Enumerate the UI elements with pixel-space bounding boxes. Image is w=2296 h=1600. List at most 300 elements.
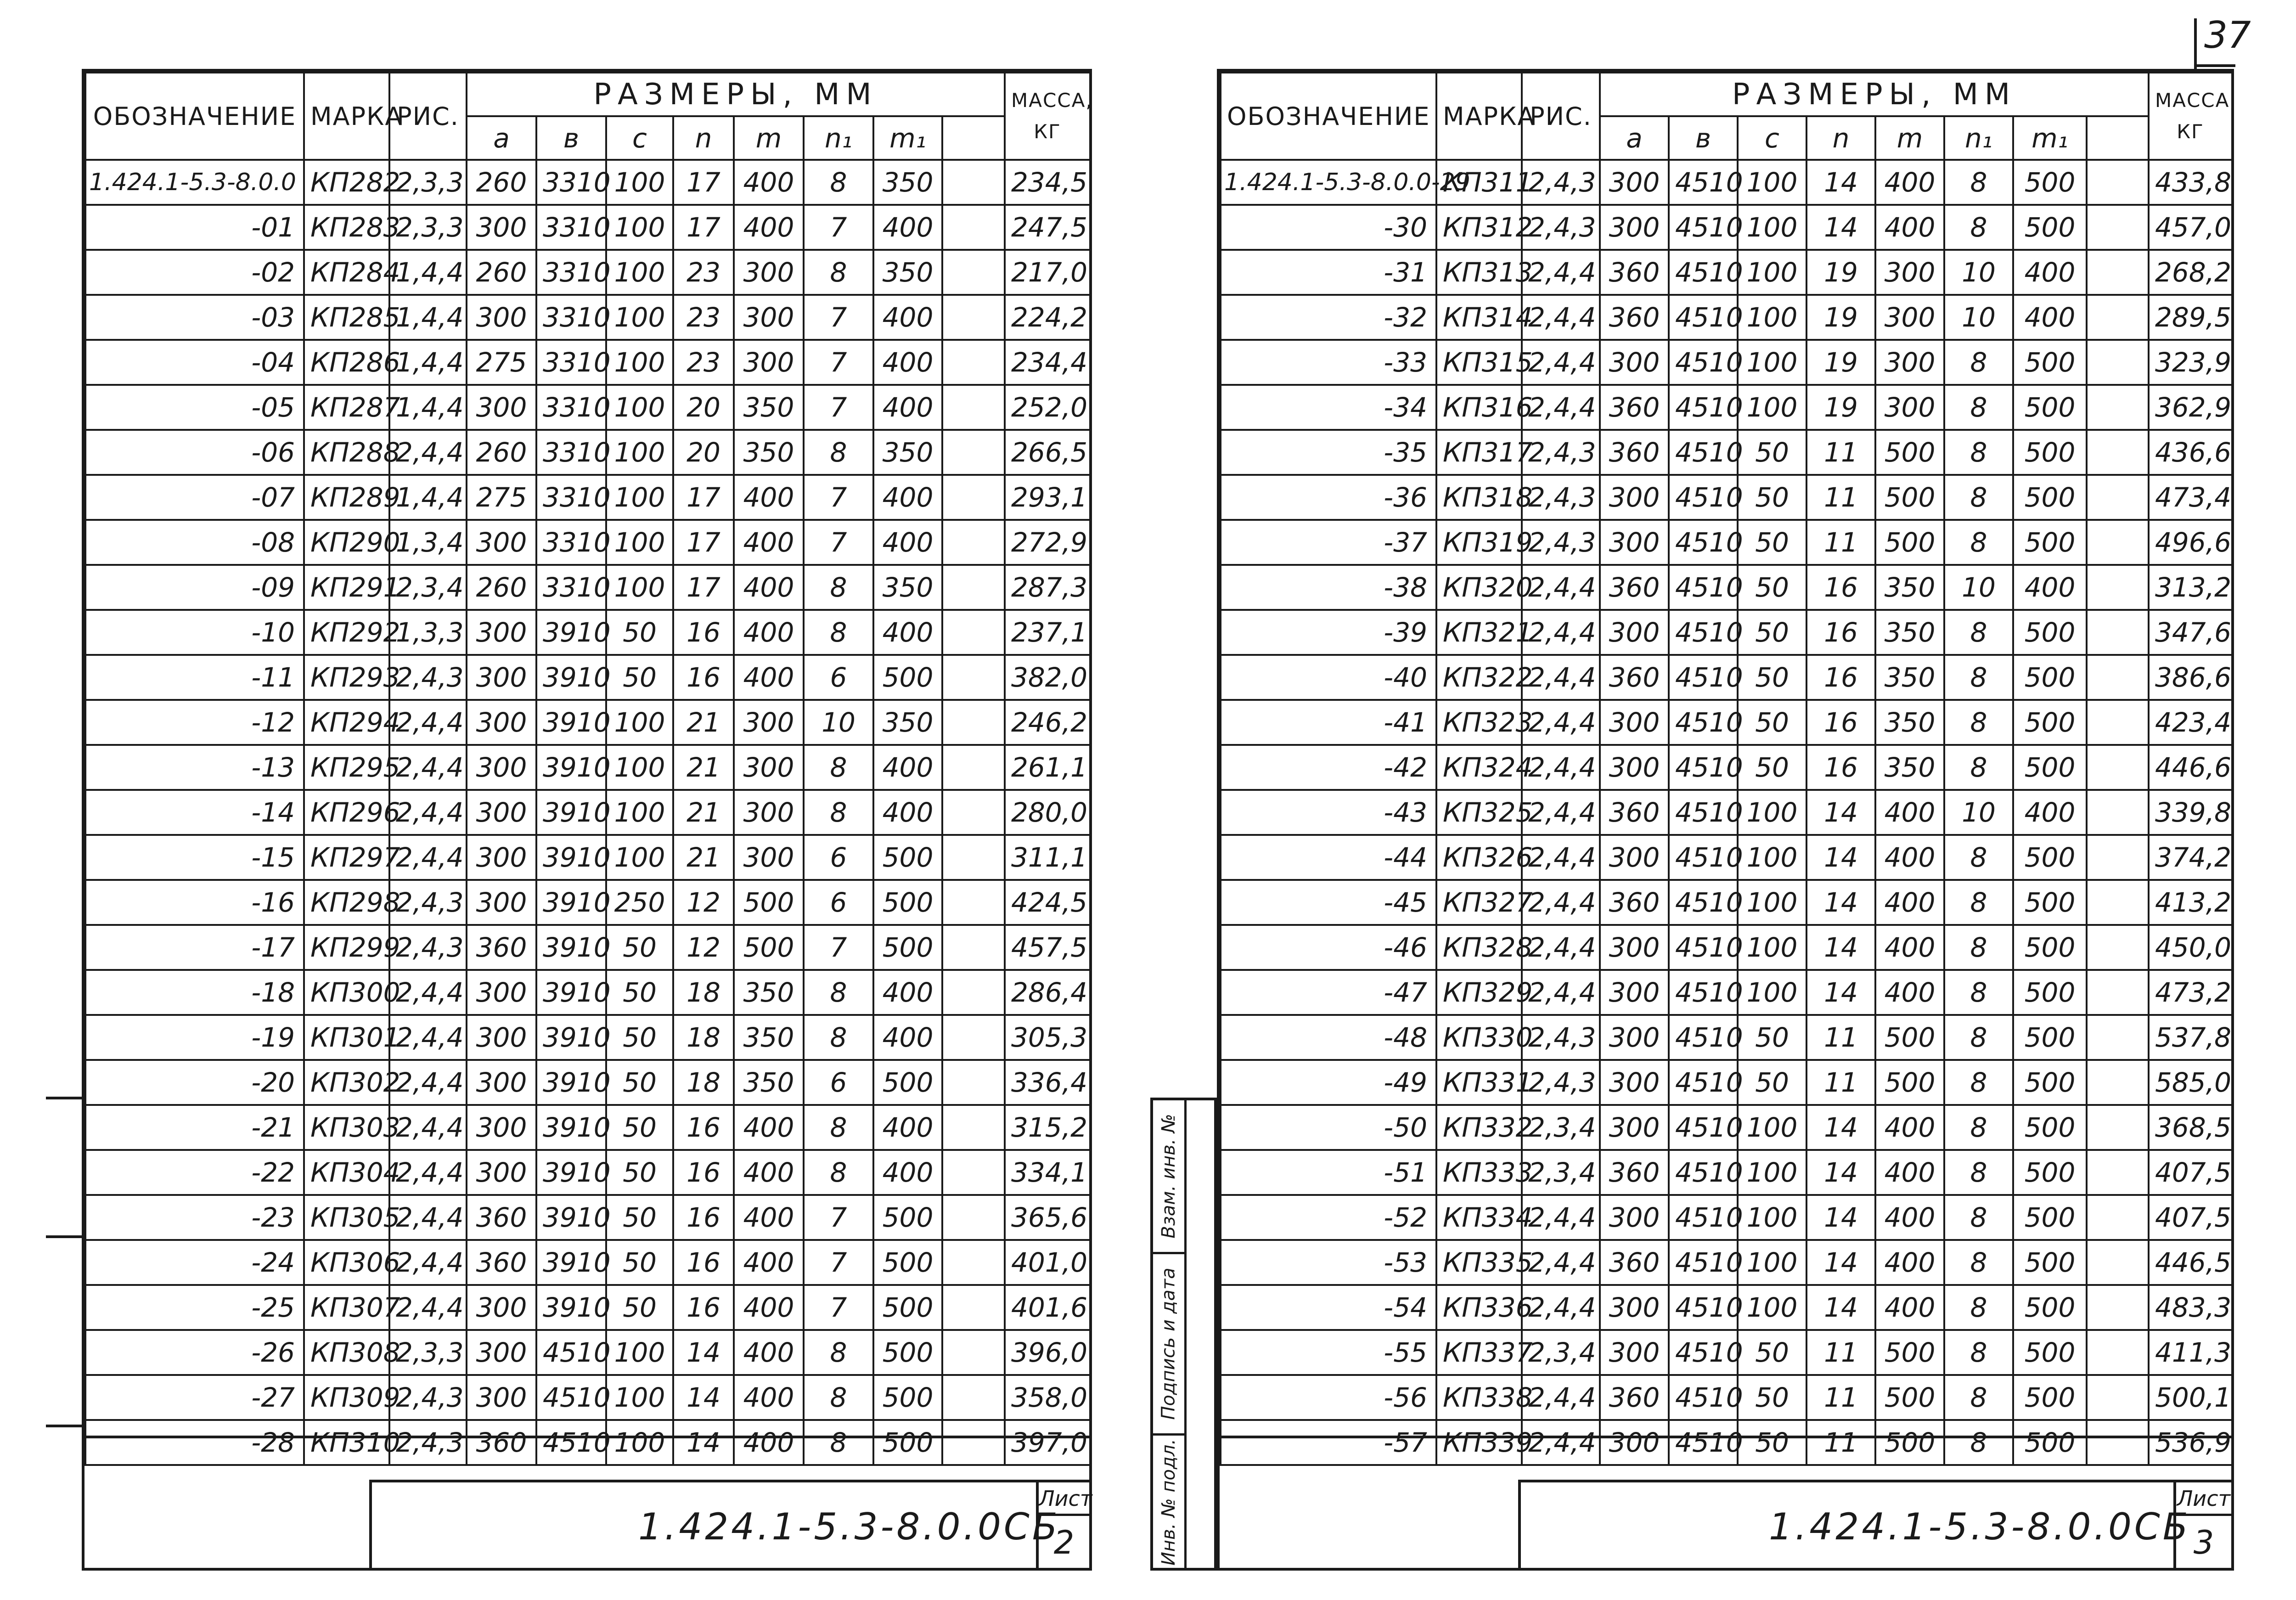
cell-dim-b: 4510 [1669,1285,1738,1330]
cell-dim-c: 100 [606,520,673,565]
header-dim-empty [942,116,1005,160]
cell-mass: 261,1 [1005,745,1090,790]
cell-dim-m1: 500 [2013,1240,2087,1285]
cell-dim-c: 100 [606,250,673,295]
cell-dim-n1: 8 [1944,835,2013,880]
cell-mass: 401,6 [1005,1285,1090,1330]
cell-empty [2087,385,2149,430]
cell-dim-c: 50 [606,925,673,970]
cell-dim-a: 260 [467,565,536,610]
cell-designation: -23 [85,1195,304,1240]
cell-dim-n: 14 [1806,160,1875,205]
cell-dim-a: 300 [1600,835,1669,880]
table-row [85,565,1090,610]
table-row [1221,430,2232,475]
cell-dim-n: 14 [1806,1150,1875,1195]
cell-designation: -17 [85,925,304,970]
cell-fig: 2,4,4 [1522,835,1600,880]
cell-empty [2087,745,2149,790]
left-sheet [82,69,1092,1571]
cell-dim-m: 400 [1875,835,1944,880]
cell-empty [942,835,1005,880]
cell-dim-m1: 500 [2013,205,2087,250]
cell-dim-m1: 400 [873,745,942,790]
table-row [1221,655,2232,700]
cell-dim-a: 300 [1600,205,1669,250]
cell-designation: -01 [85,205,304,250]
cell-designation: -47 [1221,970,1436,1015]
cell-dim-b: 4510 [1669,160,1738,205]
table-row [85,1330,1090,1375]
cell-dim-m1: 350 [873,250,942,295]
cell-dim-m: 400 [1875,1105,1944,1150]
cell-dim-b: 3310 [536,385,606,430]
cell-dim-m1: 500 [2013,970,2087,1015]
cell-dim-m1: 350 [873,160,942,205]
cell-dim-c: 100 [1738,790,1806,835]
stamp-right [1518,1480,2231,1571]
header-mass: МАССА, КГ [2149,73,2232,160]
cell-empty [2087,340,2149,385]
cell-empty [2087,1105,2149,1150]
cell-designation: -53 [1221,1240,1436,1285]
cell-dim-n1: 8 [1944,925,2013,970]
header-dim-c: c [1738,116,1806,160]
cell-dim-m: 500 [734,880,804,925]
cell-dim-b: 3910 [536,880,606,925]
cell-mark: КП301 [304,1015,389,1060]
cell-dim-b: 3910 [536,655,606,700]
cell-mass: 446,6 [2149,745,2232,790]
cell-dim-b: 3910 [536,1285,606,1330]
cell-dim-a: 300 [1600,970,1669,1015]
cell-dim-m1: 400 [873,385,942,430]
cell-dim-a: 300 [467,835,536,880]
table-row [85,1240,1090,1285]
cell-mass: 436,6 [2149,430,2232,475]
cell-designation: -20 [85,1060,304,1105]
cell-dim-m1: 500 [2013,520,2087,565]
cell-dim-c: 50 [1738,430,1806,475]
title-block-right [1220,1436,2231,1571]
cell-designation: -10 [85,610,304,655]
cell-dim-n1: 8 [1944,205,2013,250]
cell-mark: КП335 [1436,1240,1522,1285]
cell-dim-b: 4510 [1669,880,1738,925]
cell-mass: 407,5 [2149,1150,2232,1195]
cell-dim-m: 400 [1875,970,1944,1015]
cell-dim-n: 21 [673,790,734,835]
cell-mark: КП289 [304,475,389,520]
cell-fig: 2,3,3 [389,1330,467,1375]
cell-dim-n1: 8 [1944,385,2013,430]
cell-empty [2087,1195,2149,1240]
cell-dim-n1: 7 [804,1285,873,1330]
table-row [85,1285,1090,1330]
cell-dim-a: 275 [467,340,536,385]
cell-dim-n1: 8 [804,430,873,475]
cell-dim-n: 18 [673,1015,734,1060]
cell-fig: 1,4,4 [389,295,467,340]
cell-mass: 457,5 [1005,925,1090,970]
table-row [1221,250,2232,295]
cell-dim-n: 17 [673,520,734,565]
cell-dim-a: 300 [1600,475,1669,520]
cell-dim-m: 350 [1875,745,1944,790]
cell-dim-m: 500 [1875,1060,1944,1105]
table-row [1221,790,2232,835]
cell-fig: 2,4,4 [389,1285,467,1330]
cell-fig: 2,4,4 [1522,700,1600,745]
cell-dim-n: 17 [673,565,734,610]
cell-mass: 397,0 [1005,1420,1090,1465]
cell-dim-m: 350 [734,970,804,1015]
cell-dim-b: 4510 [1669,1375,1738,1420]
cell-dim-n1: 8 [1944,520,2013,565]
cell-dim-n1: 8 [804,1150,873,1195]
cell-mark: КП307 [304,1285,389,1330]
cell-fig: 2,4,3 [389,925,467,970]
sheet-label-right: Лист [2176,1486,2231,1516]
cell-dim-n1: 6 [804,655,873,700]
cell-dim-a: 360 [467,925,536,970]
table-row [1221,1240,2232,1285]
cell-dim-a: 300 [1600,1060,1669,1105]
cell-mark: КП294 [304,700,389,745]
cell-dim-c: 100 [606,835,673,880]
cell-dim-m: 500 [1875,430,1944,475]
cell-dim-a: 300 [467,1060,536,1105]
cell-mass: 272,9 [1005,520,1090,565]
cell-dim-n1: 8 [1944,1420,2013,1465]
cell-empty [942,1375,1005,1420]
side-label-replacement-inv: Взам. инв. № [1158,1114,1179,1239]
cell-dim-c: 50 [606,655,673,700]
cell-mass: 450,0 [2149,925,2232,970]
cell-dim-m1: 350 [873,700,942,745]
cell-designation: 1.424.1-5.3-8.0.0-29 [1221,160,1436,205]
cell-fig: 2,4,4 [389,1195,467,1240]
cell-dim-a: 300 [1600,925,1669,970]
cell-empty [942,1285,1005,1330]
cell-fig: 2,4,3 [1522,1060,1600,1105]
cell-mass: 368,5 [2149,1105,2232,1150]
cell-dim-a: 300 [1600,340,1669,385]
cell-mark: КП325 [1436,790,1522,835]
cell-mass: 537,8 [2149,1015,2232,1060]
cell-empty [2087,880,2149,925]
cell-mass: 334,1 [1005,1150,1090,1195]
cell-dim-a: 275 [467,475,536,520]
cell-dim-b: 3910 [536,1240,606,1285]
cell-dim-m1: 400 [873,790,942,835]
cell-fig: 2,4,4 [1522,1375,1600,1420]
cell-dim-m1: 500 [873,1285,942,1330]
cell-dim-n: 18 [673,1060,734,1105]
cell-empty [942,1015,1005,1060]
table-row [1221,1105,2232,1150]
cell-dim-n1: 7 [804,925,873,970]
cell-dim-c: 100 [606,565,673,610]
table-row [1221,475,2232,520]
cell-dim-n: 16 [673,1195,734,1240]
cell-dim-b: 4510 [1669,700,1738,745]
cell-mark: КП327 [1436,880,1522,925]
cell-dim-n1: 8 [1944,1105,2013,1150]
cell-dim-c: 100 [1738,1195,1806,1240]
cell-dim-b: 3310 [536,205,606,250]
cell-dim-n1: 8 [804,1105,873,1150]
cell-dim-m: 400 [1875,1195,1944,1240]
cell-mass: 423,4 [2149,700,2232,745]
cell-dim-c: 100 [606,205,673,250]
cell-mark: КП318 [1436,475,1522,520]
cell-dim-n1: 8 [1944,880,2013,925]
table-row [1221,970,2232,1015]
cell-dim-m1: 500 [2013,700,2087,745]
cell-dim-a: 300 [1600,1285,1669,1330]
cell-dim-m1: 500 [2013,475,2087,520]
cell-dim-b: 4510 [1669,655,1738,700]
cell-dim-a: 360 [1600,1375,1669,1420]
cell-designation: -30 [1221,205,1436,250]
cell-dim-m: 400 [734,1150,804,1195]
table-row [1221,1330,2232,1375]
cell-dim-b: 3310 [536,565,606,610]
cell-dim-c: 100 [1738,835,1806,880]
cell-fig: 2,4,4 [389,1240,467,1285]
table-row [1221,160,2232,205]
cell-dim-m1: 500 [2013,745,2087,790]
cell-dim-n1: 10 [1944,295,2013,340]
cell-mark: КП311 [1436,160,1522,205]
cell-dim-a: 300 [1600,1195,1669,1240]
cell-designation: -37 [1221,520,1436,565]
cell-dim-a: 360 [467,1240,536,1285]
cell-designation: -34 [1221,385,1436,430]
cell-empty [2087,610,2149,655]
cell-dim-m1: 500 [873,925,942,970]
cell-dim-n: 23 [673,250,734,295]
sheet-box-left [1036,1482,1092,1571]
cell-dim-a: 300 [1600,700,1669,745]
cell-mass: 315,2 [1005,1105,1090,1150]
cell-dim-n1: 8 [804,610,873,655]
cell-mass: 336,4 [1005,1060,1090,1105]
cell-empty [2087,700,2149,745]
table-row [85,250,1090,295]
table-row [85,295,1090,340]
cell-empty [2087,1375,2149,1420]
cell-dim-c: 100 [1738,970,1806,1015]
cell-fig: 2,3,4 [1522,1105,1600,1150]
cell-dim-m: 400 [734,1420,804,1465]
cell-dim-m: 400 [1875,790,1944,835]
cell-empty [942,880,1005,925]
cell-dim-m: 300 [734,700,804,745]
cell-dim-c: 100 [606,700,673,745]
sheet-label-left: Лист [1039,1486,1089,1516]
cell-dim-m1: 350 [873,430,942,475]
cell-designation: -09 [85,565,304,610]
cell-designation: -41 [1221,700,1436,745]
cell-fig: 2,4,4 [389,970,467,1015]
cell-dim-n1: 8 [1944,1195,2013,1240]
cell-dim-a: 300 [1600,610,1669,655]
cell-dim-n: 19 [1806,385,1875,430]
cell-dim-c: 100 [606,295,673,340]
cell-dim-b: 3910 [536,970,606,1015]
cell-dim-n: 11 [1806,1060,1875,1105]
cell-dim-b: 3310 [536,250,606,295]
cell-mass: 293,1 [1005,475,1090,520]
cell-dim-m: 400 [1875,925,1944,970]
table-row [85,970,1090,1015]
side-cell-orig-inv [1153,1436,1184,1569]
cell-dim-a: 300 [467,970,536,1015]
header-dim-a: a [1600,116,1669,160]
cell-mark: КП326 [1436,835,1522,880]
cell-dim-m: 400 [1875,205,1944,250]
table-row [85,1195,1090,1240]
cell-dim-n: 16 [1806,745,1875,790]
header-dim-m1: m₁ [2013,116,2087,160]
cell-dim-a: 360 [467,1420,536,1465]
cell-fig: 2,4,4 [1522,880,1600,925]
table-row [1221,385,2232,430]
table-row [85,655,1090,700]
cell-dim-b: 4510 [1669,1105,1738,1150]
stamp-left [369,1480,1092,1571]
cell-dim-m: 400 [734,655,804,700]
cell-empty [942,745,1005,790]
cell-empty [942,1330,1005,1375]
cell-dim-n1: 7 [804,295,873,340]
cell-dim-c: 50 [1738,520,1806,565]
cell-dim-m1: 400 [2013,790,2087,835]
cell-mark: КП310 [304,1420,389,1465]
cell-designation: -21 [85,1105,304,1150]
cell-mass: 289,5 [2149,295,2232,340]
cell-mark: КП300 [304,970,389,1015]
cell-mass: 234,4 [1005,340,1090,385]
table-row [85,700,1090,745]
cell-dim-c: 100 [606,385,673,430]
cell-dim-n: 16 [1806,565,1875,610]
cell-dim-m: 500 [1875,1375,1944,1420]
cell-dim-m: 300 [1875,295,1944,340]
cell-mark: КП331 [1436,1060,1522,1105]
cell-dim-m1: 500 [2013,655,2087,700]
table-row [85,1375,1090,1420]
cell-mass: 266,5 [1005,430,1090,475]
cell-empty [942,385,1005,430]
cell-designation: -11 [85,655,304,700]
cell-fig: 2,4,3 [1522,475,1600,520]
cell-designation: -25 [85,1285,304,1330]
cell-dim-b: 3910 [536,1150,606,1195]
header-dim-c: c [606,116,673,160]
cell-dim-n1: 8 [1944,1060,2013,1105]
cell-designation: -03 [85,295,304,340]
cell-dim-m1: 400 [873,475,942,520]
cell-designation: -33 [1221,340,1436,385]
cell-mark: КП313 [1436,250,1522,295]
cell-dim-n1: 8 [1944,610,2013,655]
cell-dim-a: 300 [467,520,536,565]
cell-mark: КП336 [1436,1285,1522,1330]
header-dim-m: m [1875,116,1944,160]
cell-dim-n: 21 [673,745,734,790]
cell-mark: КП282 [304,160,389,205]
cell-dim-n1: 8 [1944,475,2013,520]
cell-designation: -08 [85,520,304,565]
cell-designation: -54 [1221,1285,1436,1330]
header-mark: МАРКА [1436,73,1522,160]
cell-dim-n1: 8 [1944,1150,2013,1195]
cell-empty [942,160,1005,205]
cell-dim-m1: 500 [873,1375,942,1420]
cell-mark: КП292 [304,610,389,655]
cell-dim-m1: 400 [873,970,942,1015]
cell-mark: КП297 [304,835,389,880]
cell-designation: -49 [1221,1060,1436,1105]
cell-dim-m: 400 [734,1195,804,1240]
header-dim-n: n [673,116,734,160]
header-dim-n1: n₁ [804,116,873,160]
cell-dim-b: 4510 [1669,745,1738,790]
table-row [1221,610,2232,655]
side-cell-replacement-inv [1153,1100,1184,1254]
table-row [85,340,1090,385]
cell-dim-b: 4510 [1669,925,1738,970]
cell-designation: -56 [1221,1375,1436,1420]
cell-dim-b: 4510 [536,1330,606,1375]
header-dim-a: a [467,116,536,160]
cell-dim-c: 100 [1738,1105,1806,1150]
cell-dim-n1: 8 [1944,655,2013,700]
cell-dim-n: 23 [673,295,734,340]
cell-mark: КП312 [1436,205,1522,250]
cell-dim-n: 14 [1806,925,1875,970]
margin-tick [46,1097,83,1099]
cell-dim-c: 50 [606,970,673,1015]
cell-dim-n: 14 [673,1420,734,1465]
cell-mark: КП323 [1436,700,1522,745]
cell-mass: 365,6 [1005,1195,1090,1240]
cell-fig: 2,4,3 [1522,205,1600,250]
table-row [1221,205,2232,250]
cell-mark: КП322 [1436,655,1522,700]
title-block-left [84,1436,1092,1571]
cell-dim-b: 3310 [536,475,606,520]
cell-mass: 473,2 [2149,970,2232,1015]
cell-fig: 2,4,3 [389,1420,467,1465]
side-stamp-labels [1153,1100,1187,1568]
cell-dim-a: 300 [467,1330,536,1375]
cell-mark: КП309 [304,1375,389,1420]
cell-empty [942,520,1005,565]
cell-dim-m1: 500 [2013,880,2087,925]
drawing-code-right: 1.424.1-5.3-8.0.0СБ [1769,1505,2191,1548]
cell-mark: КП302 [304,1060,389,1105]
cell-dim-m: 500 [734,925,804,970]
cell-dim-a: 300 [1600,745,1669,790]
cell-dim-c: 50 [1738,1015,1806,1060]
cell-dim-c: 50 [1738,1420,1806,1465]
cell-dim-m: 400 [734,1105,804,1150]
cell-mark: КП328 [1436,925,1522,970]
